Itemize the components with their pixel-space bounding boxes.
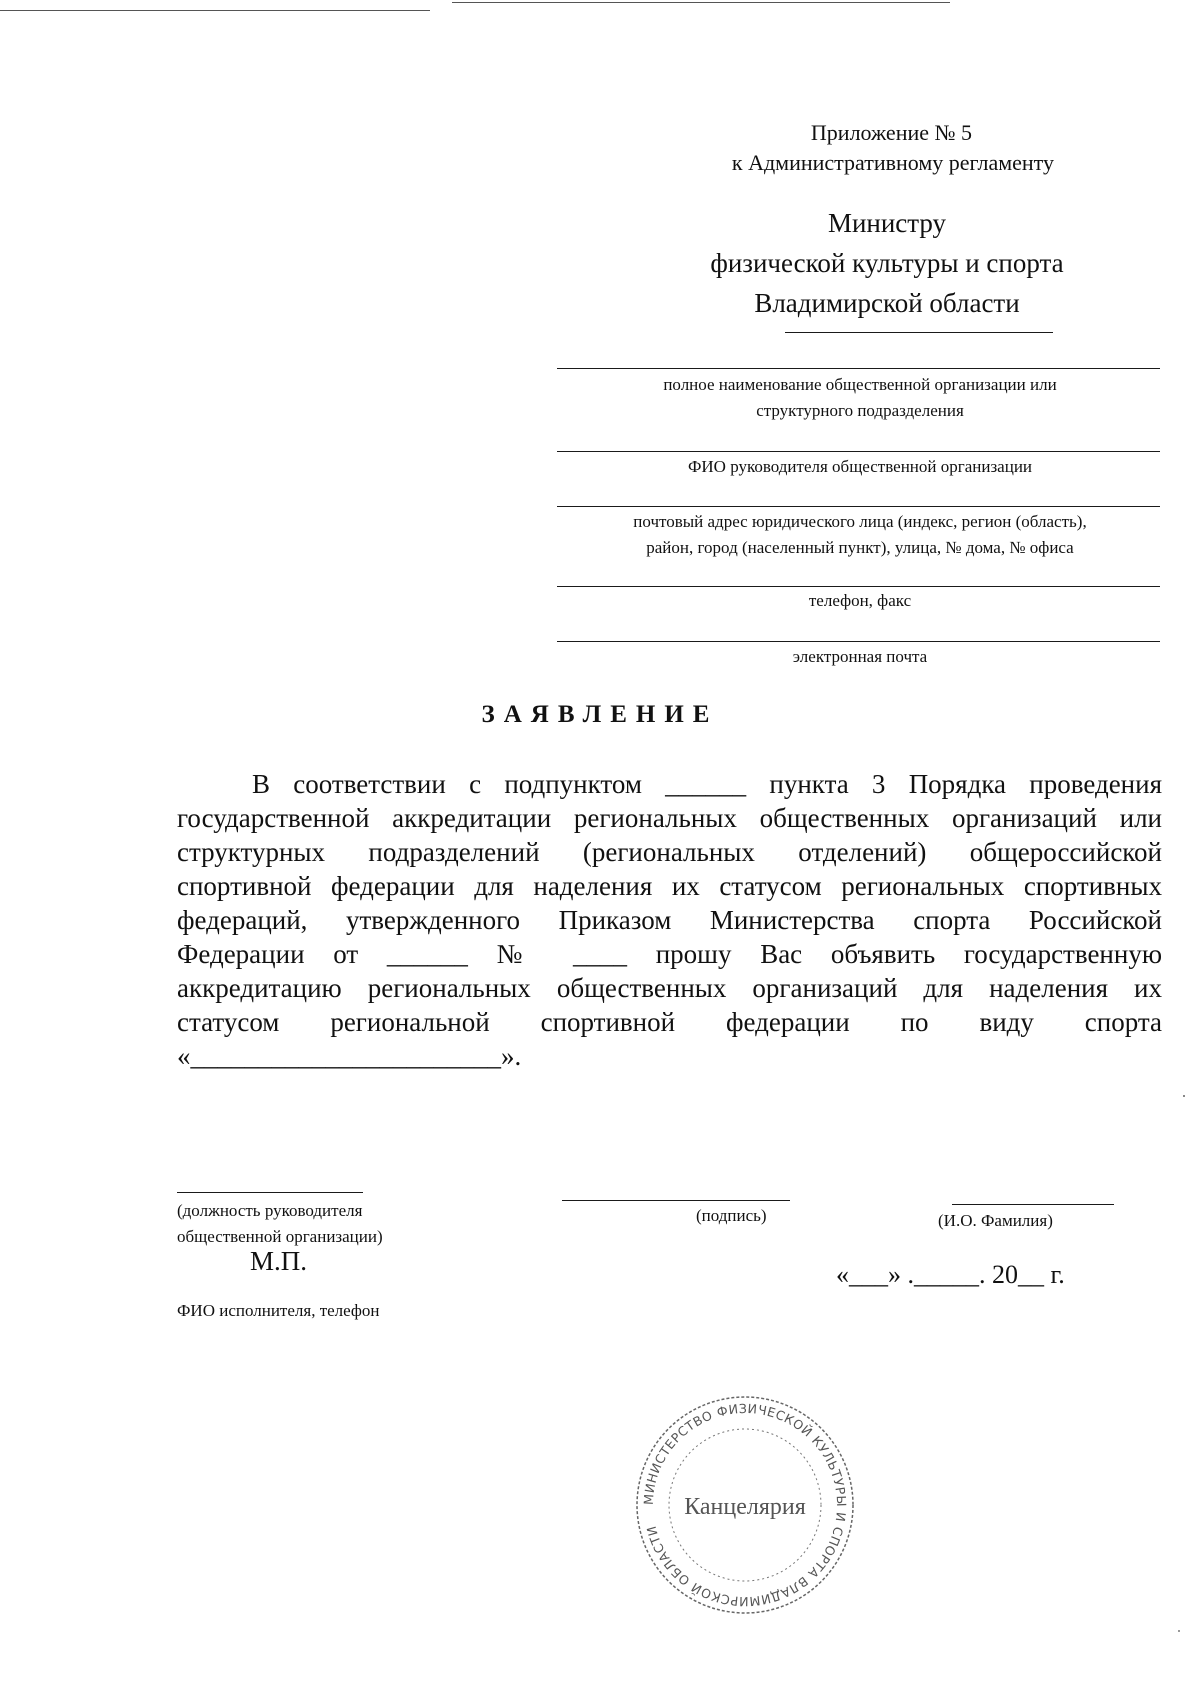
body-line: государственной аккредитации региональных общественных организаций или xyxy=(177,803,1162,833)
name-line xyxy=(952,1204,1114,1205)
body-line: В соответствии с подпунктом ______ пункта 3 Порядка проведения xyxy=(252,769,1162,799)
body-line: структурных подразделений (региональных отделений) общероссийской xyxy=(177,837,1162,867)
body-line: спортивной федерации для наделения их статусом региональных спортивных xyxy=(177,871,1162,901)
addressee-ministry: физической культуры и спорта xyxy=(710,248,1064,278)
date-line: «___» ._____. 20__ г. xyxy=(836,1260,1065,1289)
email-line xyxy=(557,641,1160,642)
seal-mark: М.П. xyxy=(250,1246,308,1276)
addressee-region: Владимирской области xyxy=(754,288,1020,318)
address-line xyxy=(557,506,1160,507)
org-name-caption-line1: полное наименование общественной организации или xyxy=(663,375,1057,394)
position-caption-line2: общественной организации) xyxy=(177,1227,383,1246)
body-line-sport-field: «_______________________». xyxy=(177,1041,522,1071)
executor-caption: ФИО исполнителя, телефон xyxy=(177,1301,380,1320)
body-line: Федерации от ______ № ____ прошу Вас объявить государственную xyxy=(177,939,1162,969)
org-name-line xyxy=(557,368,1160,369)
position-caption-line1: (должность руководителя xyxy=(177,1201,363,1220)
address-caption xyxy=(560,509,1160,561)
phone-caption: телефон, факс xyxy=(808,591,912,610)
signature-line xyxy=(562,1200,790,1201)
appendix-number: Приложение № 5 xyxy=(810,120,972,145)
body-line: федераций, утвержденного Приказом Министерства спорта Российской xyxy=(177,905,1162,935)
signature-caption: (подпись) xyxy=(696,1206,767,1225)
appendix-reference: к Административному регламенту xyxy=(731,150,1054,175)
addressee-title: Министру xyxy=(827,208,947,238)
address-caption-line2: район, город (населенный пункт), улица, № дома, № офиса xyxy=(646,538,1074,557)
document-title: ЗАЯВЛЕНИЕ xyxy=(481,701,719,728)
head-name-line xyxy=(557,451,1160,452)
scan-edge-line-left xyxy=(0,10,430,11)
org-name-caption-line2: структурного подразделения xyxy=(756,401,964,420)
stamp-ring-text: МИНИСТЕРСТВО ФИЗИЧЕСКОЙ КУЛЬТУРЫ И СПОРТА ВЛАДИМИРСКОЙ ОБЛАСТИ xyxy=(640,1400,850,1610)
scan-speck xyxy=(1183,1095,1185,1097)
email-caption: электронная почта xyxy=(792,647,928,666)
stamp-center-text: Канцелярия xyxy=(684,1494,806,1520)
phone-line xyxy=(557,586,1160,587)
org-name-caption xyxy=(560,372,1160,424)
address-caption-line1: почтовый адрес юридического лица (индекс, регион (область), xyxy=(633,512,1087,531)
addressee-name-line xyxy=(785,332,1053,333)
office-stamp-seal xyxy=(630,1390,860,1620)
scan-speck xyxy=(1178,1630,1180,1632)
body-line: аккредитацию региональных общественных организаций для наделения их xyxy=(177,973,1162,1003)
position-caption xyxy=(177,1198,383,1250)
name-caption: (И.О. Фамилия) xyxy=(938,1211,1053,1230)
position-line xyxy=(177,1192,363,1193)
appendix-header xyxy=(732,118,1054,178)
addressee-block xyxy=(643,203,1143,323)
scan-edge-line-right xyxy=(452,2,950,3)
body-line: статусом региональной спортивной федерации по виду спорта xyxy=(177,1007,1162,1037)
head-name-caption: ФИО руководителя общественной организации xyxy=(687,457,1033,476)
